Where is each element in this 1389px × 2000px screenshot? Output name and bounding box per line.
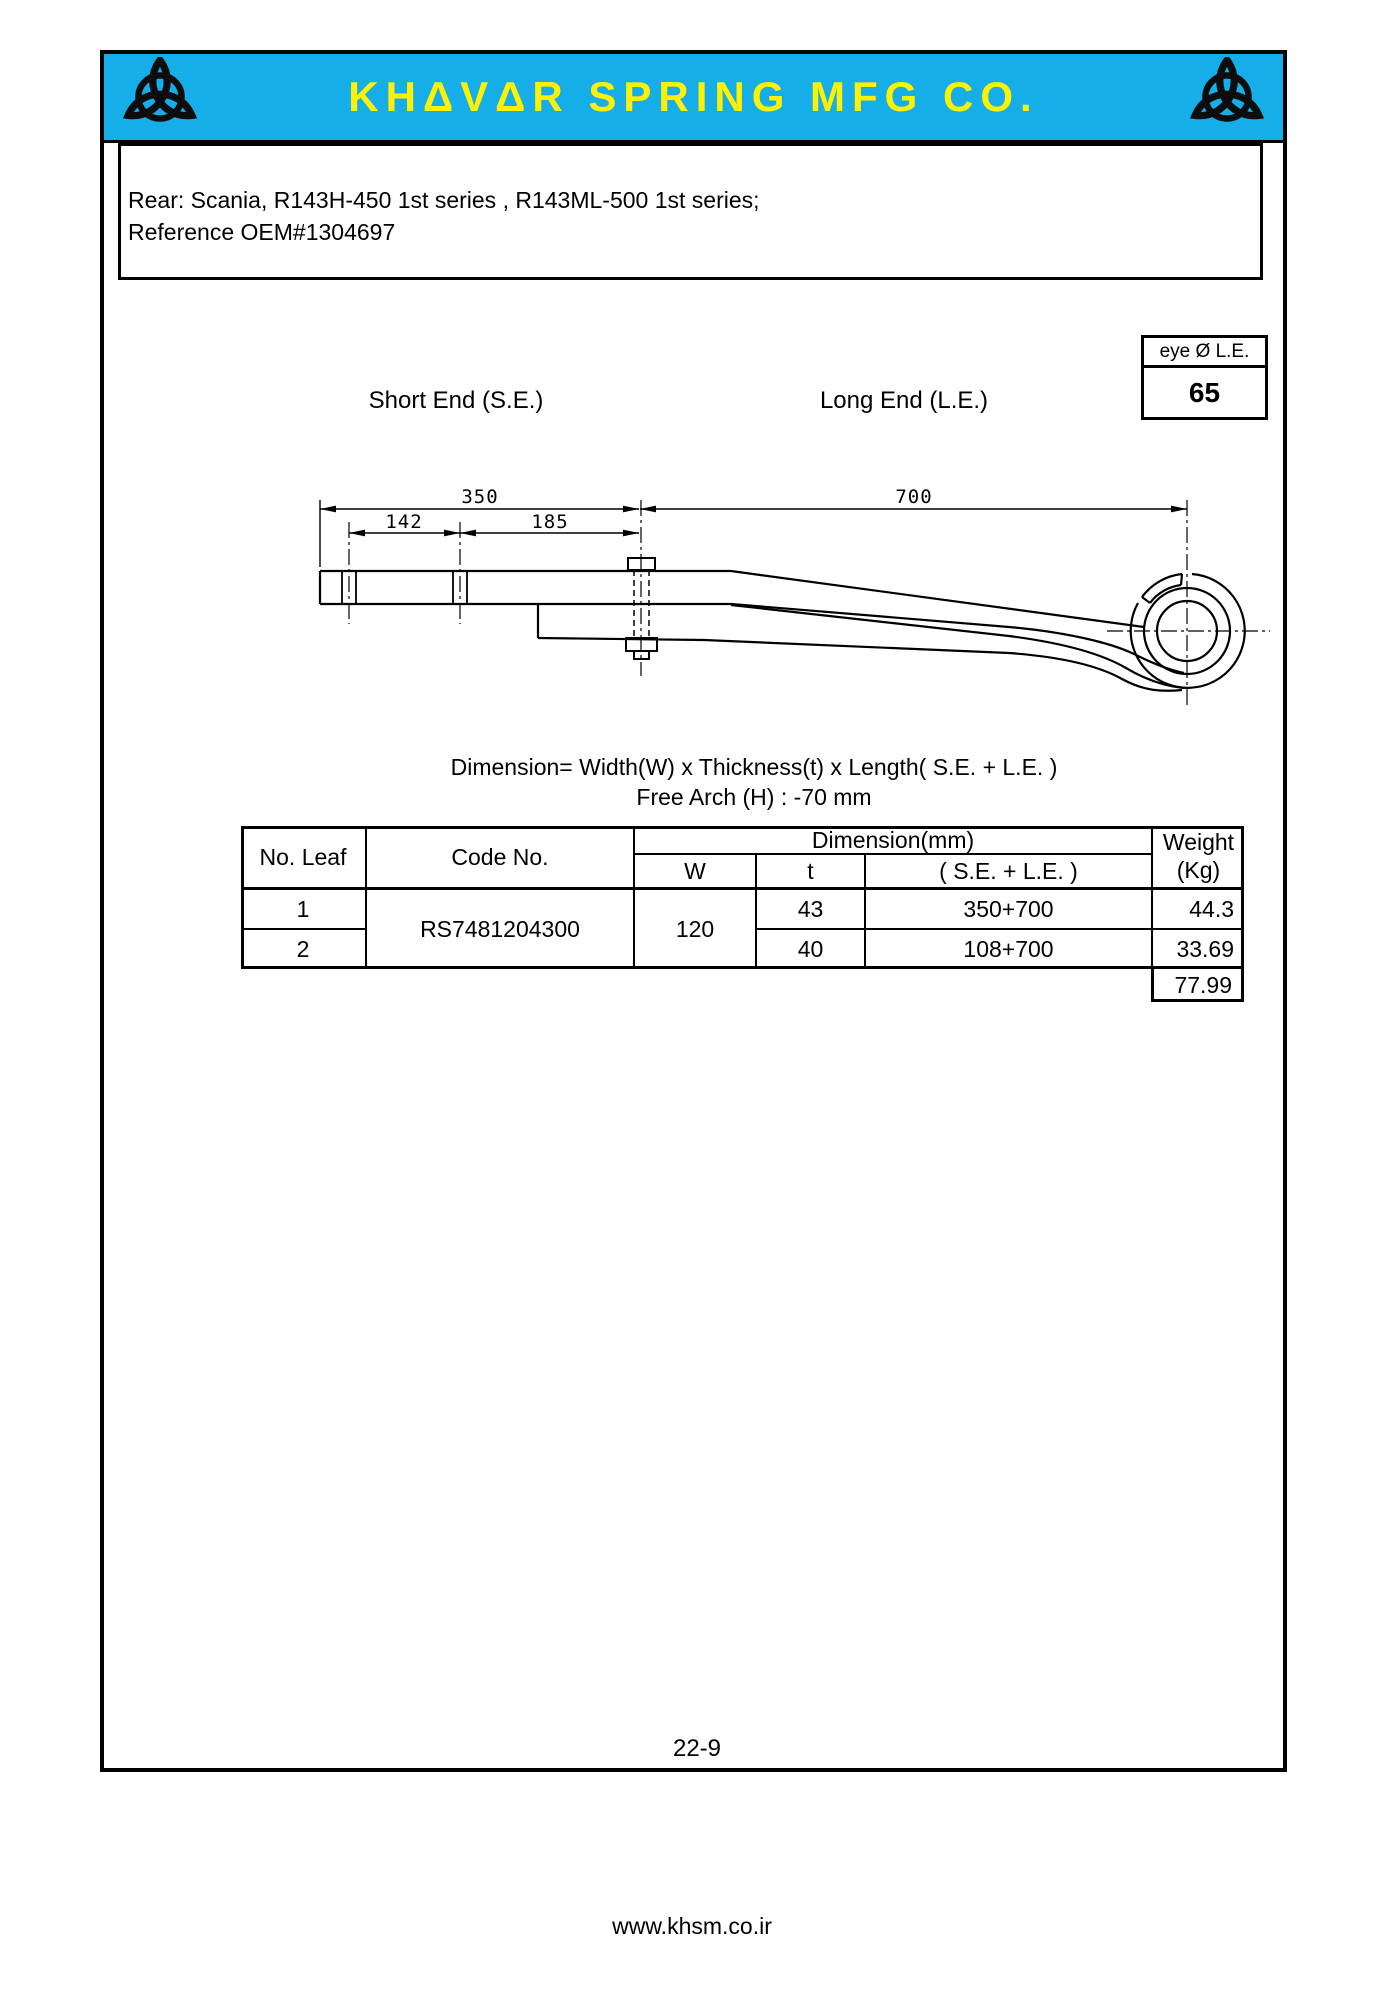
sheet-border [100, 50, 1287, 1772]
row1-se-le: 350+700 [963, 896, 1054, 922]
page-number: 22-9 [672, 1735, 722, 1762]
row2-weight: 33.69 [1176, 936, 1234, 962]
company-name: KHΔVΔR SPRING MFG CO. [348, 73, 1039, 120]
dimension-formula-note: Dimension= Width(W) x Thickness(t) x Length( S.E. + L.E. ) [450, 754, 1058, 780]
col-header-se-le: ( S.E. + L.E. ) [939, 858, 1078, 884]
eye-diameter-value: 65 [1188, 377, 1221, 408]
col-header-w: W [684, 858, 706, 884]
part-reference-oem: Reference OEM#1304697 [128, 219, 396, 245]
free-arch-note: Free Arch (H) : -70 mm [636, 784, 872, 810]
width-value: 120 [675, 916, 715, 942]
col-header-t: t [807, 858, 814, 884]
website-url: www.khsm.co.ir [612, 1913, 772, 1939]
leaf-spring-drawing [284, 464, 1294, 724]
row2-thickness: 40 [797, 936, 824, 962]
dimension-arrowheads [320, 506, 1187, 537]
dim-700-label: 700 [895, 486, 933, 508]
col-header-no-leaf: No. Leaf [259, 843, 347, 870]
dim-350-label: 350 [461, 486, 499, 508]
col-header-dimension: Dimension(mm) [811, 826, 975, 853]
company-logo-icon [116, 57, 204, 137]
dim-185-label: 185 [531, 511, 569, 533]
eye-diameter-box [1141, 335, 1268, 420]
spec-table [241, 826, 1244, 1002]
col-header-code-no: Code No. [451, 843, 549, 870]
row1-no-leaf: 1 [296, 896, 310, 922]
spring-outline [320, 571, 1245, 691]
total-weight: 77.99 [1174, 971, 1232, 998]
part-application: Rear: Scania, R143H-450 1st series , R143ML-500 1st series; [128, 187, 760, 213]
company-logo-icon [1183, 57, 1271, 137]
eye-diameter-label: eye Ø L.E. [1144, 338, 1265, 368]
row2-no-leaf: 2 [296, 936, 310, 962]
col-header-weight-unit: (Kg) [1176, 857, 1221, 883]
dim-142-label: 142 [385, 511, 423, 533]
part-title-box [118, 143, 1263, 280]
header-band [104, 54, 1283, 143]
long-end-label: Long End (L.E.) [819, 387, 989, 414]
row1-thickness: 43 [797, 896, 824, 922]
code-no-value: RS7481204300 [420, 916, 580, 942]
col-header-weight: Weight [1162, 829, 1235, 855]
short-end-label: Short End (S.E.) [368, 387, 544, 414]
row1-weight: 44.3 [1189, 896, 1234, 922]
row2-se-le: 108+700 [963, 936, 1054, 962]
clip-holes [342, 571, 467, 604]
